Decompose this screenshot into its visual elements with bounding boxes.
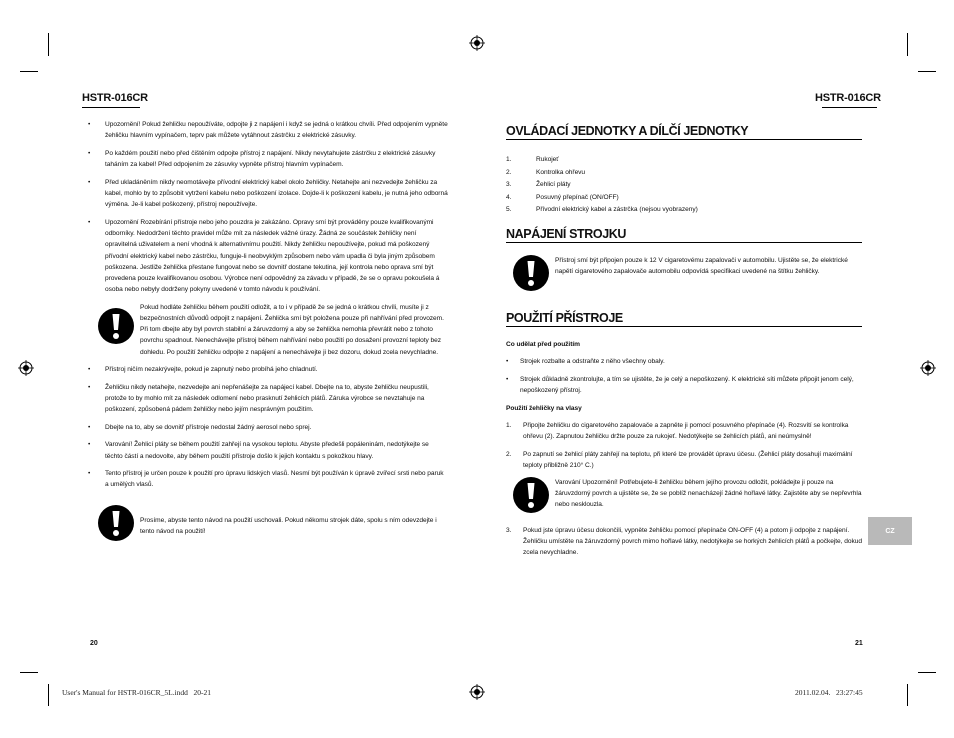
warning-text: Varování Upozornění! Potřebujete-li žehličku během jejího provozu odložit, pokládejte ji pouze na žáruvzdorný povrch a ujistěte se, že se poblíž nenacházejí žádné hořlavé látky. Zajistěte aby se nepřevrhla nebo nesklouzla. [555, 478, 862, 509]
subheading-prep: Co udělat před použitím [506, 341, 580, 349]
warning-block [506, 255, 862, 299]
crop-mark [20, 71, 38, 72]
header-rule-left [82, 107, 140, 108]
exclamation-warning-icon [513, 477, 549, 513]
slug-left: User's Manual for HSTR-016CR_5L.indd 20-21 [62, 688, 212, 697]
list-item: • Žehličku nikdy netahejte, nezvedejte ani nepřenášejte za napájecí kabel. Dbejte na to, abyste žehličku neupustili, protože to by mohlo mít za následek odlomení nebo prasknutí žehlicích plátů. Zárukа výrobce se nevztahuje na poškození, způsobená pádem žehličky nebo jejím nesprávným použitím. [88, 382, 448, 416]
warning-text: Přístroj smí být připojen pouze k 12 V cigaretovému zapalovači v automobilu. Ujistěte se, že elektrické napětí cigaretového zapalovače automobilu odpovídá specifikaci uvedené na štítku žehličky. [555, 256, 848, 276]
list-item: • Tento přístroj je určen pouze k použití pro úpravu lidských vlasů. Nesmí být používán k úpravě zvířecí srsti nebo paruk a umělých vlasů. [88, 468, 448, 490]
list-item: • Před ukladáněním nikdy neomotávejte přívodní elektrický kabel okolo žehličky. Netahejte ani nezvedejte žehličku za kabel, mohlo by to způsobit vytržení kabelu nebo poškození izolace. Dojde-li k poškození kabelu, je nutná jeho odborná výměna. Je-li kabel poškozený, přístroj nepoužívejte. [88, 177, 448, 211]
crop-mark [918, 672, 936, 673]
crop-mark [907, 684, 908, 706]
header-rule-right [822, 107, 877, 108]
warning-block [88, 505, 448, 549]
list-item: • Strojek rozbalte a odstraňte z něho všechny obaly. [506, 356, 862, 367]
list-item: • Dbejte na to, aby se dovnitř přístroje nedostal žádný aerosol nebo sprej. [88, 422, 448, 433]
warning-text: Pokud hodláte žehličku během použití odložit, a to i v případě že se jedná o krátkou chvíli, musíte ji z bezpečnostních důvodů odpojit z napájení. Žehlička smí být položena pouze při nahřívání před provozem. Při tom dbejte aby byl povrch stabilní a žáruvzdorný a aby se žehlička nemohla převrátit nebo z tohoto povrchu spadnout. Nenechávejte přístroj během nahřívání nebo použití po dosažení provozní teploty bez dohledu. Po použití žehličku odpojte z napájení a nenechávejte ji bez dozoru, dokud zcela nevychladne. [140, 303, 444, 356]
list-item: • Strojek důkladně zkontrolujte, a tím se ujistěte, že je celý a nepoškozený. K elektrické síti můžete připojit jenom celý, nepoškozený přístroj. [506, 374, 862, 396]
exclamation-warning-icon [513, 255, 549, 291]
step-item: 2. Po zapnutí se žehlicí pláty zahřejí na teplotu, při které lze provádět úpravu účesu. (Žehlicí pláty dosahují maximální teploty přibližně 210° C.) [506, 450, 853, 469]
crop-mark [48, 684, 49, 706]
page-number-left: 20 [90, 640, 98, 647]
registration-mark-icon [469, 684, 485, 700]
section-title-use: POUŽITÍ PŘÍSTROJE [506, 313, 862, 327]
slug-right: 2011.02.04. 23:27:45 [795, 688, 863, 697]
crop-mark [48, 33, 49, 56]
step-item: 3. Pokud jste úpravu účesu dokončili, vypněte žehličku pomocí přepínače ON-OFF (4) a potom ji odpojte z napájení. Žehličku umístěte na žáruvzdorný povrch mimo hořlavé látky, nedotýkejte se horkých žehlicích plátů a počkejte, dokud zcela nevychladne. [506, 526, 862, 557]
subheading-iron: Použití žehličky na vlasy [506, 404, 582, 412]
header-model-left: HSTR-016CR [82, 92, 148, 104]
header-model-right: HSTR-016CR [815, 92, 881, 104]
list-item: • Upozornění! Pokud žehličku nepoužíváte, odpojte ji z napájení i když se jedná o krátkou chvíli. Před odpojením vypněte žehličku hlavním vypínačem, teprv pak můžete vytáhnout zástrčku z elektrické zásuvky. [88, 119, 448, 141]
controls-list [506, 154, 862, 217]
exclamation-warning-icon [98, 505, 134, 541]
warning-block [88, 302, 448, 358]
crop-mark [20, 672, 38, 673]
list-item: • Upozornění Rozebírání přístroje nebo jeho pouzdra je zakázáno. Opravy smí být prováděny pouze kvalifikovanými odborníky. Nedodržení těchto pravidel může mít za následek vážné úrazy. Žádná ze součástek žehličky není opravitelná uživatelem a není vhodná k alternativnímu použití. Nikdy žehličku nepoužívejte, pokud má poškozený přívodní elektrický kabel nebo zástrčku, funguje-li neobvyklým způsobem nebo vám upadla či byla jiným způsobem poškozena. Jestliže žehlička přestane fungovat nebo se dovnitř dostane tekutina, její kontrola nebo oprava smí být provedena pouze kvalifikovanou osobou. Výrobce není odpovědný za závadu v případě, že se o opravu pokoušela á osoba nebo nebyly dodrženy pokyny uvedené v tomto návodu k používání. [88, 217, 448, 295]
exclamation-warning-icon [98, 308, 134, 344]
step-item: 1. Připojte žehličku do cigaretového zapalovače a zapněte ji pomocí posuvného přepínače (4). Rozsvítí se kontrolka ohřevu (2). Zapnutou žehličku držte pouze za rukojeť. Nedotýkejte se žehlicích plátů, ani neúmyslně! [506, 422, 849, 441]
crop-mark [907, 33, 908, 56]
list-item: 2. Kontrolka ohřevu [506, 168, 586, 176]
page-number-right: 21 [855, 640, 863, 647]
list-item: 5. Přívodní elektrický kabel a zástrčka (nejsou vyobrazeny) [506, 206, 698, 214]
registration-mark-icon [469, 35, 485, 51]
list-item: • Přístroj ničím nezakrývejte, pokud je zapnutý nebo probíhá jeho chladnutí. [88, 364, 448, 375]
left-page-content [88, 119, 448, 555]
list-item: • Varování! Žehlicí pláty se během použití zahřejí na vysokou teplotu. Abyste předešli popáleninám, nedotýkejte se těchto částí a nedovolte, aby během použití přístroje došlo k jejich kontaktu s pokožkou hlavy. [88, 439, 448, 461]
language-tab: CZ [868, 517, 912, 545]
list-item: • Po každém použití nebo před čištěním odpojte přístroj z napájení. Nikdy nevytahujete zástrčku z elektrické zásuvky taháním za kabel! Před odpojením ze zásuvky vypněte přístroj hlavním vypínačem. [88, 148, 448, 170]
registration-mark-icon [18, 360, 34, 376]
crop-mark [918, 71, 936, 72]
warning-block [506, 477, 862, 521]
list-item: 1. Rukojeť [506, 156, 559, 164]
section-title-power: NAPÁJENÍ STROJKU [506, 229, 862, 243]
warning-text: Prosíme, abyste tento návod na použití uschovali. Pokud někomu strojek dáte, spolu s ním odevzdejte i tento návod na použití! [140, 516, 437, 535]
right-page-content [506, 126, 862, 565]
section-title-controls: OVLÁDACÍ JEDNOTKY A DÍLČÍ JEDNOTKY [506, 126, 862, 140]
list-item: 4. Posuvný přepínač (ON/OFF) [506, 193, 619, 201]
registration-mark-icon [920, 360, 936, 376]
list-item: 3. Žehlicí pláty [506, 181, 571, 189]
